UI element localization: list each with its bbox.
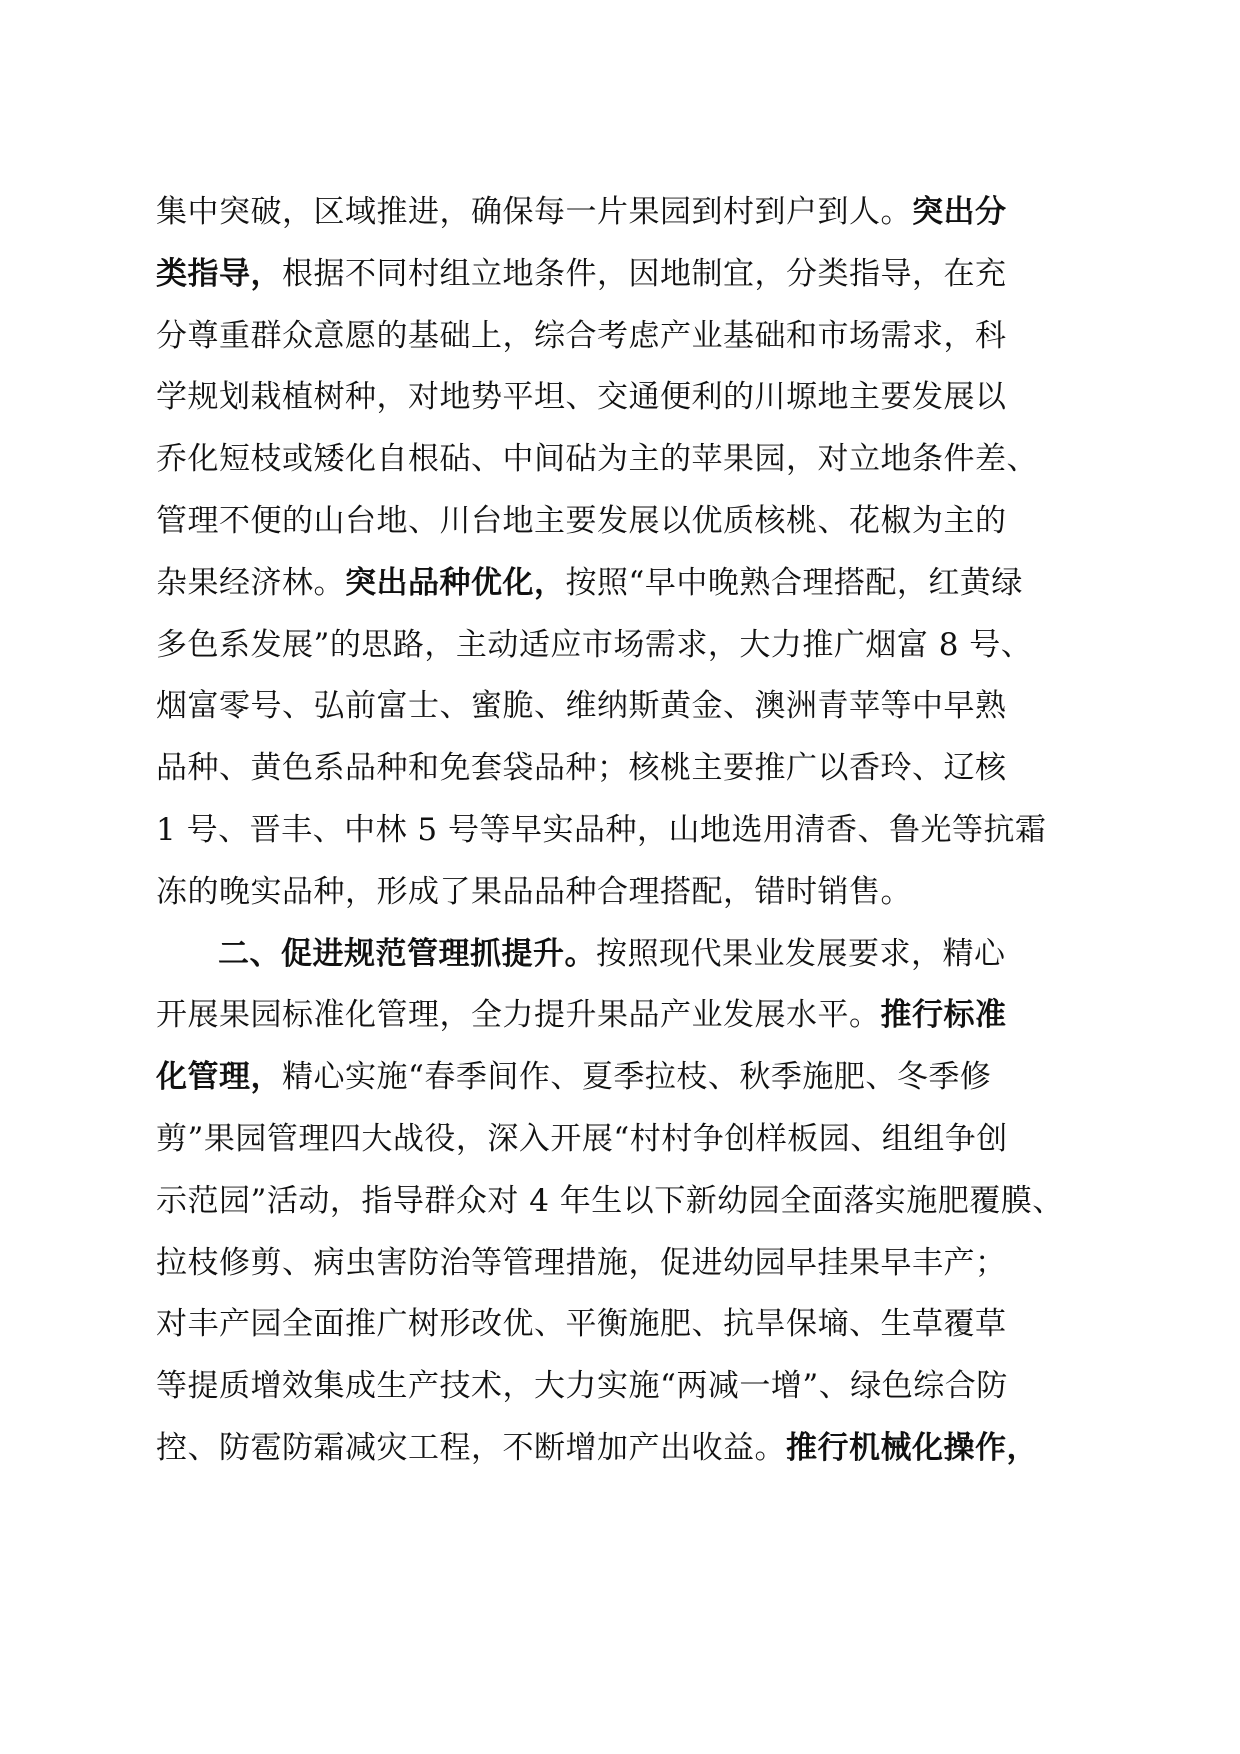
bold-heading-text: 化管理， xyxy=(156,1059,282,1096)
body-text-segment: 根据不同村组立地条件，因地制宜，分类指导，在充 xyxy=(282,255,1007,292)
bold-heading-text: 二、促进规范管理抓提升。 xyxy=(218,935,596,972)
bold-heading-text: 推行标准 xyxy=(880,997,1007,1034)
text-line xyxy=(156,491,1096,553)
body-text-segment: 乔化短枝或矮化自根砧、中间砧为主的苹果园，对立地条件差、 xyxy=(156,441,1038,478)
text-line xyxy=(156,862,1096,924)
body-text-segment: 冻的晚实品种，形成了果品品种合理搭配，错时销售。 xyxy=(156,873,912,910)
text-line xyxy=(156,1171,1096,1233)
body-text-segment: 按照现代果业发展要求，精心 xyxy=(596,935,1006,972)
body-text-segment: 开展果园标准化管理，全力提升果品产业发展水平。 xyxy=(156,997,881,1034)
body-text-segment: 按照“早中晚熟合理搭配，红黄绿 xyxy=(565,564,1023,601)
text-line xyxy=(156,1294,1096,1356)
bold-heading-text: 突出分 xyxy=(912,194,1007,230)
body-text-segment: 杂果经济林。 xyxy=(156,564,345,601)
body-text-segment: 多色系发展”的思路，主动适应市场需求，大力推广烟富 8 号、 xyxy=(156,626,1033,663)
body-text-segment: 拉枝修剪、病虫害防治等管理措施，促进幼园早挂果早丰产； xyxy=(156,1244,1007,1281)
text-line xyxy=(156,615,1096,677)
bold-heading-text: 类指导， xyxy=(156,255,282,292)
body-text-segment: 管理不便的山台地、川台地主要发展以优质核桃、花椒为主的 xyxy=(156,502,1007,539)
body-text xyxy=(156,182,1096,1480)
text-line xyxy=(156,306,1096,368)
body-text-segment: 剪”果园管理四大战役，深入开展“村村争创样板园、组组争创 xyxy=(156,1120,1008,1157)
text-line xyxy=(156,924,1096,986)
text-line xyxy=(156,1418,1096,1480)
body-text-segment: 等提质增效集成生产技术，大力实施“两减一增”、绿色综合防 xyxy=(156,1368,1008,1405)
body-text-segment: 集中突破，区域推进，确保每一片果园到村到户到人。 xyxy=(156,194,912,230)
body-text-segment: 控、防雹防霜减灾工程，不断增加产出收益。 xyxy=(156,1429,786,1466)
body-text-segment: 分尊重群众意愿的基础上，综合考虑产业基础和市场需求，科 xyxy=(156,317,1007,354)
text-line xyxy=(156,1047,1096,1109)
text-line xyxy=(156,676,1096,738)
body-text-segment: 品种、黄色系品种和免套袋品种；核桃主要推广以香玲、辽核 xyxy=(156,750,1007,787)
body-text-segment: 烟富零号、弘前富士、蜜脆、维纳斯黄金、澳洲青苹等中早熟 xyxy=(156,688,1007,725)
text-line xyxy=(156,800,1096,862)
text-line xyxy=(156,182,1096,244)
body-text-segment: 1 号、晋丰、中林 5 号等早实品种，山地选用清香、鲁光等抗霜 xyxy=(156,811,1047,848)
text-line xyxy=(156,429,1096,491)
text-line xyxy=(156,1233,1096,1295)
body-text-segment: 对丰产园全面推广树形改优、平衡施肥、抗旱保墒、生草覆草 xyxy=(156,1306,1007,1343)
bold-heading-text: 推行机械化操作， xyxy=(786,1429,1038,1466)
body-text-segment: 示范园”活动，指导群众对 4 年生以下新幼园全面落实施肥覆膜、 xyxy=(156,1182,1064,1219)
bold-heading-text: 突出品种优化， xyxy=(345,564,566,601)
text-line xyxy=(156,367,1096,429)
body-text-segment: 精心实施“春季间作、夏季拉枝、秋季施肥、冬季修 xyxy=(282,1059,992,1096)
text-line xyxy=(156,1109,1096,1171)
text-line xyxy=(156,244,1096,306)
text-line xyxy=(156,738,1096,800)
text-line xyxy=(156,985,1096,1047)
text-line xyxy=(156,553,1096,615)
body-text-segment: 学规划栽植树种，对地势平坦、交通便利的川塬地主要发展以 xyxy=(156,379,1007,416)
text-line xyxy=(156,1356,1096,1418)
